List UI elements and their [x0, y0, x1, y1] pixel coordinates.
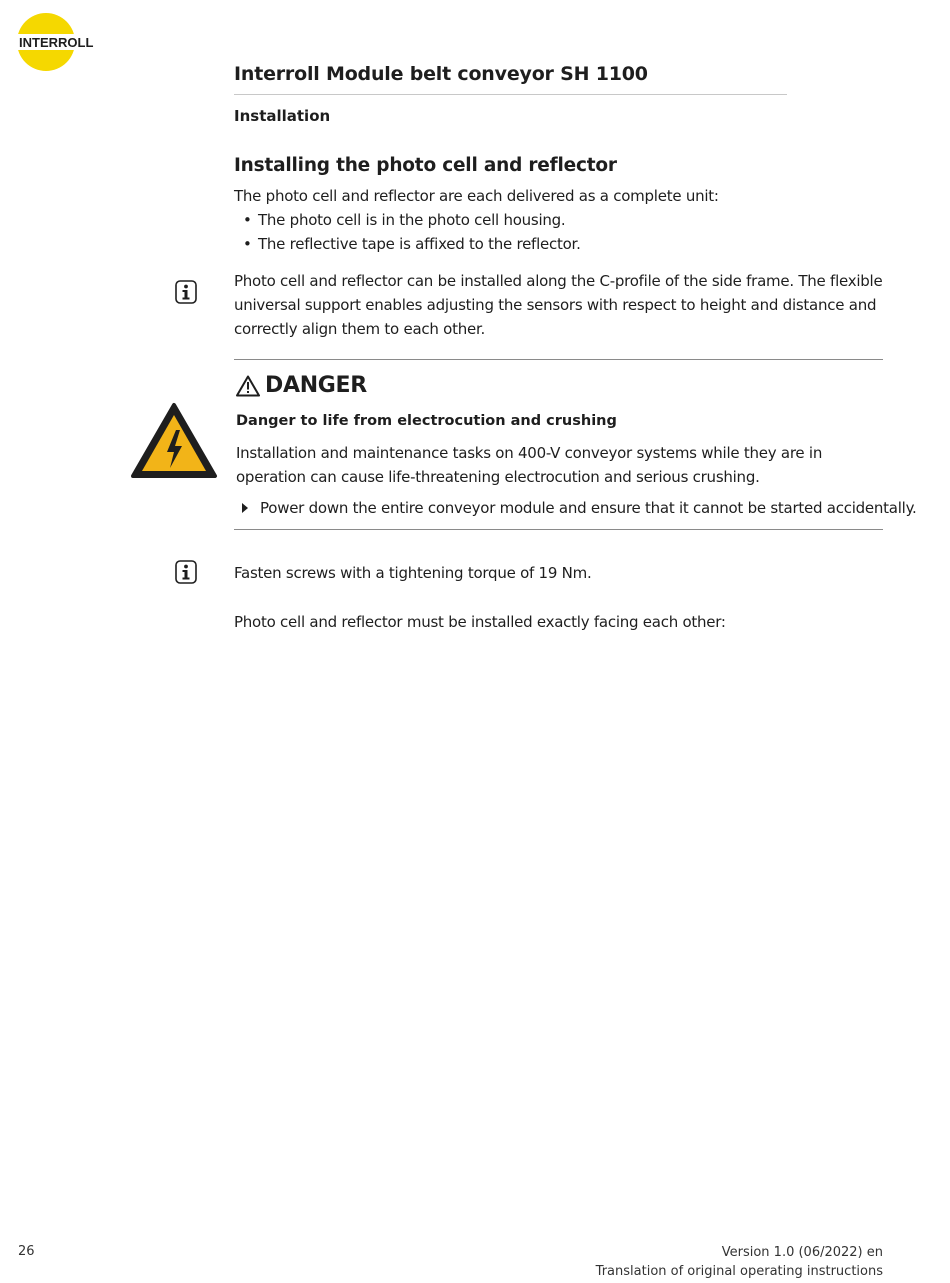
interroll-logo — [16, 12, 108, 74]
danger-subtitle: Danger to life from electrocution and crushing — [236, 413, 617, 429]
danger-heading — [236, 373, 367, 398]
delivery-list — [234, 208, 581, 256]
danger-label: DANGER — [265, 373, 367, 398]
danger-top-divider — [234, 359, 883, 360]
danger-action-step — [236, 496, 917, 520]
action-arrow-icon — [236, 503, 260, 513]
section-label: Installation — [234, 107, 331, 125]
info-icon — [175, 560, 197, 582]
page-number: 26 — [18, 1244, 35, 1259]
translation-note: Translation of original operating instructions — [595, 1264, 883, 1279]
logo-text: INTERROLL — [19, 35, 94, 50]
info-icon — [175, 280, 197, 302]
danger-action-text: Power down the entire conveyor module and ensure that it cannot be started accidentally. — [260, 499, 917, 517]
list-item: • The photo cell is in the photo cell housing. — [234, 208, 581, 232]
intro-text: The photo cell and reflector are each delivered as a complete unit: — [234, 187, 719, 205]
facing-instruction: Photo cell and reflector must be installed exactly facing each other: — [234, 613, 726, 631]
title-divider — [234, 94, 787, 95]
info-note-installation: Photo cell and reflector can be installed along the C-profile of the side frame. The flexible universal support enables adjusting the sensors with respect to height and distance and correctly align them to each other. — [234, 272, 883, 338]
info-note-torque: Fasten screws with a tightening torque of 19 Nm. — [234, 564, 592, 582]
footer-info — [596, 1243, 883, 1281]
electrical-hazard-icon — [130, 402, 218, 479]
warning-triangle-icon — [236, 375, 260, 397]
version-text: Version 1.0 (06/2022) en — [721, 1245, 883, 1260]
document-title: Interroll Module belt conveyor SH 1100 — [234, 63, 648, 85]
danger-description: Installation and maintenance tasks on 400-V conveyor systems while they are in operation can cause life-threatening electrocution and serious crushing. — [236, 444, 823, 486]
danger-bottom-divider — [234, 529, 883, 530]
page-heading: Installing the photo cell and reflector — [234, 155, 617, 176]
list-item: • The reflective tape is affixed to the reflector. — [234, 232, 581, 256]
